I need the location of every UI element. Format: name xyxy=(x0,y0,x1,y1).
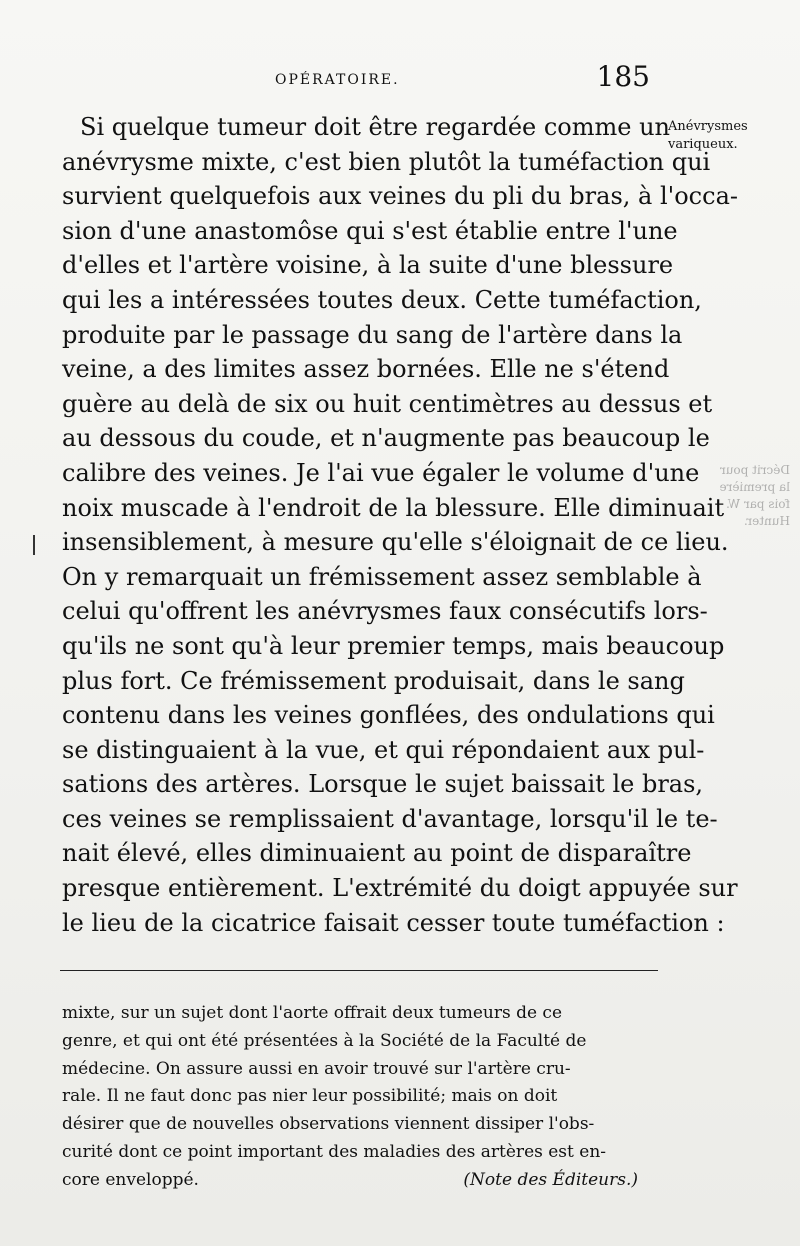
footnote-line: médecine. On assure aussi en avoir trouvé sur l'artère cru- xyxy=(62,1058,571,1079)
bleed-note-line: Décrit pour xyxy=(719,463,790,477)
body-line: insensiblement, à mesure qu'elle s'éloignait de ce lieu. xyxy=(62,528,729,557)
running-title: OPÉRATOIRE. xyxy=(275,72,400,88)
body-line: anévrysme mixte, c'est bien plutôt la tuméfaction qui xyxy=(62,147,711,176)
footnote-last-line xyxy=(62,1167,658,1195)
running-head xyxy=(60,60,660,100)
body-line: noix muscade à l'endroit de la blessure. Elle diminuait xyxy=(62,493,725,522)
footnote-line: genre, et qui ont été présentées à la Société de la Faculté de xyxy=(62,1030,587,1051)
bleed-note-line: Hunter. xyxy=(743,514,790,528)
footnote xyxy=(62,1000,658,1195)
margin-note-line: Anévrysmes xyxy=(668,119,748,134)
margin-note-line: variqueux. xyxy=(668,137,738,152)
body-line: guère au delà de six ou huit centimètres au dessus et xyxy=(62,389,713,418)
page-number: 185 xyxy=(596,60,650,93)
footnote-divider xyxy=(60,970,658,971)
body-line: sations des artères. Lorsque le sujet baissait le bras, xyxy=(62,770,704,799)
body-line: le lieu de la cicatrice faisait cesser toute tuméfaction : xyxy=(62,908,725,937)
body-line: sion d'une anastomôse qui s'est établie entre l'une xyxy=(62,216,678,245)
body-line: qui les a intéressées toutes deux. Cette tuméfaction, xyxy=(62,285,702,314)
margin-mark xyxy=(33,535,35,555)
body-line: Si quelque tumeur doit être regardée comme un xyxy=(80,113,671,141)
body-line: se distinguaient à la vue, et qui répondaient aux pul- xyxy=(62,735,705,764)
body-line: presque entièrement. L'extrémité du doigt appuyée sur xyxy=(62,874,738,903)
body-line: d'elles et l'artère voisine, à la suite d'une blessure xyxy=(62,251,674,280)
body-line: au dessous du coude, et n'augmente pas beaucoup le xyxy=(62,424,710,453)
body-line: celui qu'offrent les anévrysmes faux consécutifs lors- xyxy=(62,597,708,626)
body-line: plus fort. Ce frémissement produisait, dans le sang xyxy=(62,666,685,695)
footnote-line: curité dont ce point important des maladies des artères est en- xyxy=(62,1141,607,1162)
body-line: produite par le passage du sang de l'artère dans la xyxy=(62,320,683,349)
body-line: ces veines se remplissaient d'avantage, lorsqu'il le te- xyxy=(62,804,718,833)
footnote-signature: (Note des Éditeurs.) xyxy=(463,1169,638,1190)
footnote-line: rale. Il ne faut donc pas nier leur possibilité; mais on doit xyxy=(62,1086,558,1107)
footnote-line-end: core enveloppé. xyxy=(62,1169,199,1190)
bleed-note-line: fois par W. xyxy=(726,497,790,511)
body-line: veine, a des limites assez bornées. Elle ne s'étend xyxy=(62,355,670,384)
body-line: calibre des veines. Je l'ai vue égaler le volume d'une xyxy=(62,458,700,487)
footnote-line: désirer que de nouvelles observations viennent dissiper l'obs- xyxy=(62,1114,595,1135)
footnote-line: mixte, sur un sujet dont l'aorte offrait deux tumeurs de ce xyxy=(62,1003,563,1023)
body-line: qu'ils ne sont qu'à leur premier temps, mais beaucoup xyxy=(62,631,725,660)
body-line: survient quelquefois aux veines du pli du bras, à l'occa- xyxy=(62,182,738,211)
bleed-note-line: la première xyxy=(719,480,790,494)
body-line: contenu dans les veines gonflées, des ondulations qui xyxy=(62,701,715,730)
body-line: On y remarquait un frémissement assez semblable à xyxy=(62,562,702,591)
body-line: nait élevé, elles diminuaient au point de disparaître xyxy=(62,839,692,868)
